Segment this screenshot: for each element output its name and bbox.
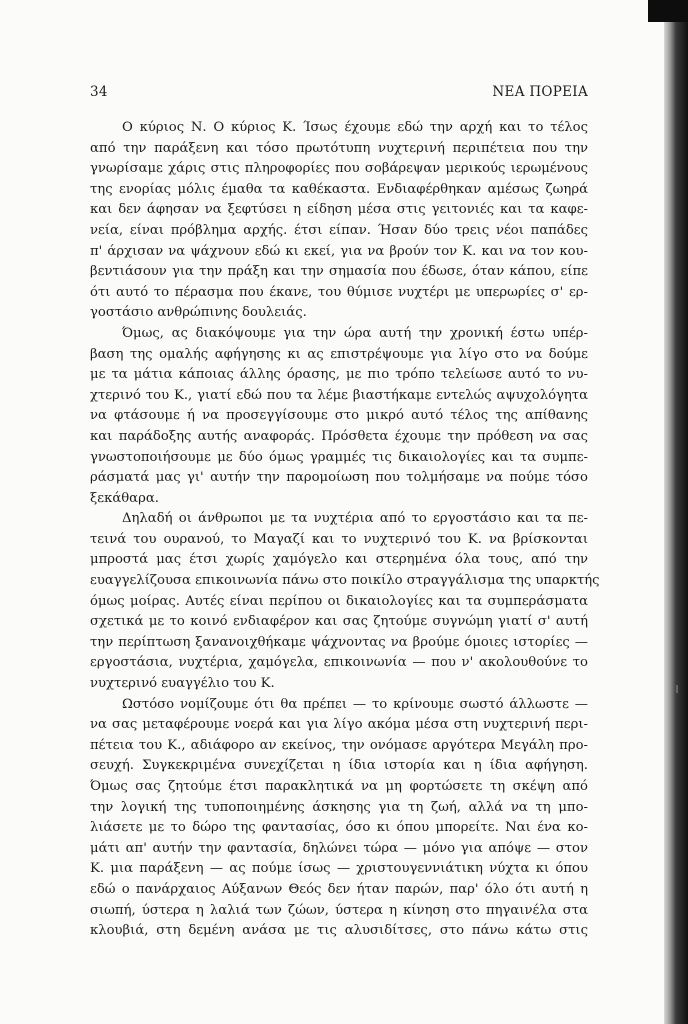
text-line: λιάσετε με το δώρο της φαντασίας, όσο κι όπου μπορείτε. Ναι ένα κο- [90, 820, 588, 836]
paragraph [90, 118, 588, 324]
text-line: γνωρίσαμε χάρις στις πληροφορίες που σοβάρεψαν μερικούς ιερωμένους [90, 161, 588, 177]
text-line: τεινά του ουρανού, το Μαγαζί και το νυχτερινό του Κ. να βρίσκονται [90, 531, 588, 547]
text-line: της ενορίας μόλις έμαθα τα καθέκαστα. Ενδιαφέρθηκαν αμέσως ζωηρά [90, 181, 588, 197]
text-line: σευχή. Συγκεκριμένα συνεχίζεται η ίδια ιστορία και η ίδια αφήγηση. [90, 758, 588, 774]
text-line: σιωπή, ύστερα η λαλιά των ζώων, ύστερα η κίνηση στο πηγαινέλα στα [90, 902, 588, 918]
text-line: την περίπτωση ξανανοιχθήκαμε ψάχνοντας να βρούμε όμοιες ιστορίες — [90, 634, 588, 650]
book-spine-shadow [664, 0, 688, 1024]
book-corner-shadow [648, 0, 688, 22]
text-line: νυχτερινό ευαγγέλιο του Κ. [90, 676, 275, 692]
paragraph [90, 695, 588, 942]
text-line: εργοστάσια, νυχτέρια, χαμόγελα, επικοινωνία — που ν' ακολουθούνε το [90, 655, 588, 671]
paragraph [90, 509, 600, 694]
text-line: Ο κύριος Ν. Ο κύριος Κ. Ίσως έχουμε εδώ την αρχή και το τέλος [122, 120, 588, 135]
text-line: όμως μοίρας. Αυτές είναι περίπου οι δικαιολογίες και τα συμπεράσματα [90, 593, 588, 609]
text-line: Δηλαδή οι άνθρωποι με τα νυχτέρια από το εργοστάσιο και τα πε- [122, 511, 588, 527]
text-line: ότι αυτό το πέρασμα που έκανε, του θύμισε νυχτέρι με υπερωρίες σ' ερ- [90, 284, 588, 300]
text-line: ξεκάθαρα. [90, 490, 159, 506]
text-line: νεία, είναι πρόβλημα αρχής. έτσι είπαν. Ήσαν δύο τρεις νέοι παπάδες [90, 222, 588, 238]
body-text [90, 118, 600, 942]
text-line: να φτάσουμε ή να προσεγγίσουμε στο μικρό αυτό τέλος της απίθανης [90, 408, 588, 424]
text-line: π' άρχισαν να ψάχνουν εδώ κι εκεί, για να βρούν τον Κ. και να τον κου- [90, 243, 588, 259]
page-number: 34 [90, 84, 108, 100]
text-line: και παράδοξης αυτής αναφοράς. Πρόσθετα έχουμε την πρόθεση να σας [90, 428, 588, 444]
text-line: την λογική της τυποποιημένης άσκησης για τη ζωή, αλλά να τη μπο- [90, 799, 588, 815]
text-line: κλουβιά, στη δεμένη ανάσα με τις αλυσιδίτσες, στο πάνω κάτω στις [90, 923, 588, 939]
text-line: εδώ ο πανάρχαιος Αύξανων Θεός δεν ήταν παρών, παρ' όλο ότι αυτή η [90, 881, 588, 897]
text-line: μπροστά μας έτσι χωρίς χαμόγελο και στερημένα όλα τους, από την [90, 552, 588, 568]
paragraph [90, 324, 588, 509]
text-line: βεντιάσουν για την πράξη και την σημασία που έδωσε, όταν κάπου, είπε [90, 264, 588, 280]
text-line: Όμως, ας διακόψουμε για την ώρα αυτή την χρονική έστω υπέρ- [122, 325, 588, 341]
text-line: βαση της ομαλής αφήγησης κι ας επιστρέψουμε για λίγο στο να δούμε [90, 346, 588, 362]
text-line: σχετικά με το κοινό ενδιαφέρον και σας ζητούμε συγνώμη γιατί σ' αυτή [90, 614, 588, 630]
text-line: από την παράξενη και τόσο πρωτότυπη νυχτερινή περιπέτεια που την [90, 140, 588, 156]
running-title: ΝΕΑ ΠΟΡΕΙΑ [492, 84, 588, 100]
text-line: γοστάσιο ανθρώπινης δουλειάς. [90, 305, 307, 321]
text-line: μάτι απ' αυτήν την φαντασία, δηλώνει τώρα — μόνο για απόψε — στον [90, 840, 588, 856]
margin-mark [676, 685, 678, 693]
text-line: με τα μάτια κάποιας άλλης όρασης, με πιο τρόπο τελείωσε αυτό το νυ- [90, 367, 588, 383]
text-line: γνωστοποιήσουμε με δύο όμως γραμμές τις δικαιολογίες και τα συμπε- [90, 449, 588, 465]
text-line: χτερινό του Κ., γιατί εδώ που τα λέμε βιαστήκαμε εντελώς αψυχολόγητα [90, 387, 588, 403]
text-line: και δεν άφησαν να ξεφτύσει η είδηση μέσα στις γειτονιές και τα καφε- [90, 202, 588, 218]
text-line: να σας μεταφέρουμε νοερά και για λίγο ακόμα μέσα στη νυχτερινή περι- [90, 717, 588, 733]
text-line: Ωστόσο νομίζουμε ότι θα πρέπει — το κρίνουμε σωστό άλλωστε — [122, 696, 588, 712]
text-line: ευαγγελίζουσα επικοινωνία πάνω στο ποικίλο στραγγάλισμα της υπαρκτής [90, 573, 600, 589]
page-header [90, 84, 588, 106]
text-line: Όμως σας ζητούμε έτσι παρακλητικά να μη φορτώσετε τη σκέψη από [90, 779, 588, 794]
text-line: Κ. μια παράξενη — ας πούμε ίσως — χριστουγεννιάτικη νύχτα κι όπου [90, 861, 588, 877]
text-line: πέτεια του Κ., αδιάφορο αν εκείνος, την ονόμασε αργότερα Μεγάλη προ- [90, 737, 588, 753]
text-line: ράσματά μας γι' αυτήν την παρομοίωση που τολμήσαμε να πούμε τόσο [90, 470, 588, 486]
